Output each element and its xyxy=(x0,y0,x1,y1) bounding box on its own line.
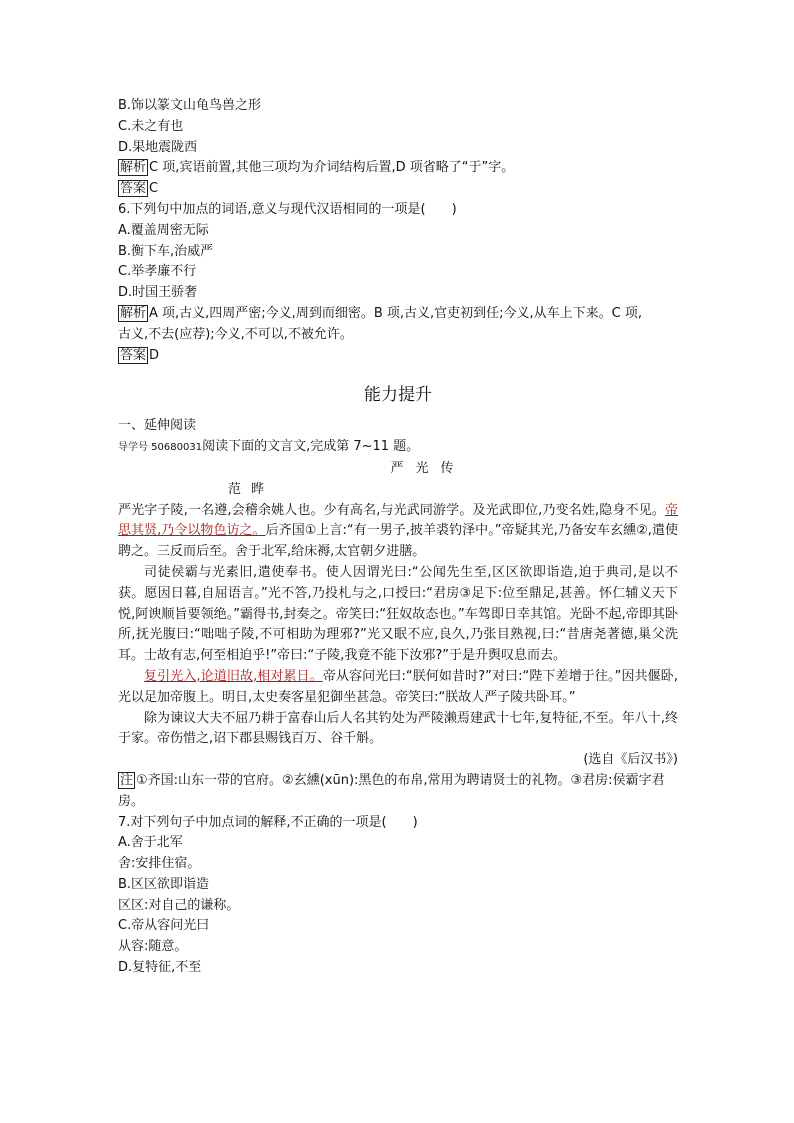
q6-option-d: D.时国王骄奢 xyxy=(118,285,198,301)
analysis-text: A 项,古义,四周严密;今义,周到而细密。B 项,古义,官吏初到任;今义,从车上下来。C 项, xyxy=(149,305,642,321)
underlined-sentence: 帝思其贤,乃令以物色访之。 xyxy=(118,502,678,539)
article-paragraph-4: 除为谏议大夫不屈乃耕于富春山后人名其钓处为严陵濑焉建武十七年,复特征,不至。年八十,终于家。帝伤惜之,诏下郡县赐钱百万、谷千斛。 xyxy=(118,710,678,747)
paragraph-text: 后齐国①上言:“有一男子,披羊裘钓泽中。”帝疑其光,乃备安车玄纁②,遣使聘之。三反而后至。舍于北军,给床褥,太官朝夕进膳。 xyxy=(118,523,678,560)
answer-text: C xyxy=(149,181,159,197)
guide-code: 导学号 50680031 xyxy=(118,442,203,454)
q7-option-b-explanation: 区区:对自己的谦称。 xyxy=(118,897,240,913)
note-text: ①齐国:山东一带的官府。②玄纁(xūn):黑色的布帛,常用为聘请贤士的礼物。③君房:侯霸字君房。 xyxy=(118,772,665,809)
q7-option-b: B.区区欲即诣造 xyxy=(118,876,210,892)
article-paragraph-1 xyxy=(118,501,678,563)
q5-analysis xyxy=(118,158,678,179)
underlined-sentence: 复引光入,论道旧故,相对累日。 xyxy=(144,668,323,684)
q6-option-c: C.举孝廉不行 xyxy=(118,264,197,280)
q5-option-c: C.未之有也 xyxy=(118,118,184,134)
q6-analysis xyxy=(118,304,678,325)
article-note xyxy=(118,771,678,813)
q5-answer xyxy=(118,179,678,200)
answer-text: D xyxy=(149,347,160,363)
q7-option-d: D.复特征,不至 xyxy=(118,960,202,976)
paragraph-text: 帝从容问光曰:“朕何如昔时?”对曰:“陛下差增于往。”因共偃卧,光以足加帝腹上。明日,太史奏客星犯御坐甚急。帝笑曰:“朕故人严子陵共卧耳。” xyxy=(118,668,679,705)
q6-stem: 6.下列句中加点的词语,意义与现代汉语相同的一项是( ) xyxy=(118,201,457,217)
q6-option-a: A.覆盖周密无际 xyxy=(118,222,209,238)
q7-option-a-explanation: 舍:安排住宿。 xyxy=(118,856,201,872)
q6-answer xyxy=(118,346,678,367)
section-title: 能力提升 xyxy=(364,385,432,406)
q6-option-b: B.衡下车,治威严 xyxy=(118,243,214,259)
q6-analysis-cont: 古义,不去(应荐);今义,不可以,不被允许。 xyxy=(118,326,353,342)
article-title: 严光传 xyxy=(390,460,466,476)
q5-option-b: B.饰以篆文山龟鸟兽之形 xyxy=(118,98,262,113)
q7-option-a: A.舍于北军 xyxy=(118,835,183,851)
document-content xyxy=(118,96,678,979)
article-paragraph-2: 司徒侯霸与光素旧,遣使奉书。使人因谓光曰:“公闻先生至,区区欲即诣造,迫于典司,是以不获。愿因日暮,自屈语言。”光不答,乃投札与之,口授曰:“君房③足下:位至鼎足,甚善。怀仁辅义天下悦,阿谀顺旨要领绝。”霸得书,封奏之。帝笑曰:“狂奴故态也。”车驾即日幸其馆。光卧不起,帝即其卧所,抚光腹曰:“咄咄子陵,不可相助为理邪?”光又眠不应,良久,乃张目熟视,曰:“昔唐尧著德,巢父洗耳。士故有志,何至相迫乎!”帝曰:“子陵,我竟不能下汝邪?”于是升舆叹息而去。 xyxy=(118,564,678,664)
section-part: 一、延伸阅读 xyxy=(118,418,197,434)
analysis-label: 解析 xyxy=(120,160,147,176)
q7-option-c-explanation: 从容:随意。 xyxy=(118,939,188,955)
analysis-text: C 项,宾语前置,其他三项均为介词结构后置,D 项省略了“于”字。 xyxy=(149,160,515,176)
q5-option-d: D.果地震陇西 xyxy=(118,139,198,155)
article-paragraph-3 xyxy=(118,667,678,709)
note-label: 注 xyxy=(120,772,134,788)
article-source: (选自《后汉书》) xyxy=(583,752,678,768)
article-author: 范晔 xyxy=(228,481,275,497)
q7-option-c: C.帝从容问光曰 xyxy=(118,918,210,934)
instruction-text: 阅读下面的文言文,完成第 7~11 题。 xyxy=(202,439,420,455)
answer-label: 答案 xyxy=(120,347,147,363)
paragraph-text: 严光字子陵,一名遵,会稽余姚人也。少有高名,与光武同游学。及光武即位,乃变名姓,隐身不见。 xyxy=(118,502,665,518)
reading-instruction xyxy=(118,437,678,459)
q7-stem: 7.对下列句子中加点词的解释,不正确的一项是( ) xyxy=(118,814,418,830)
analysis-label: 解析 xyxy=(120,305,147,321)
answer-label: 答案 xyxy=(120,181,147,197)
